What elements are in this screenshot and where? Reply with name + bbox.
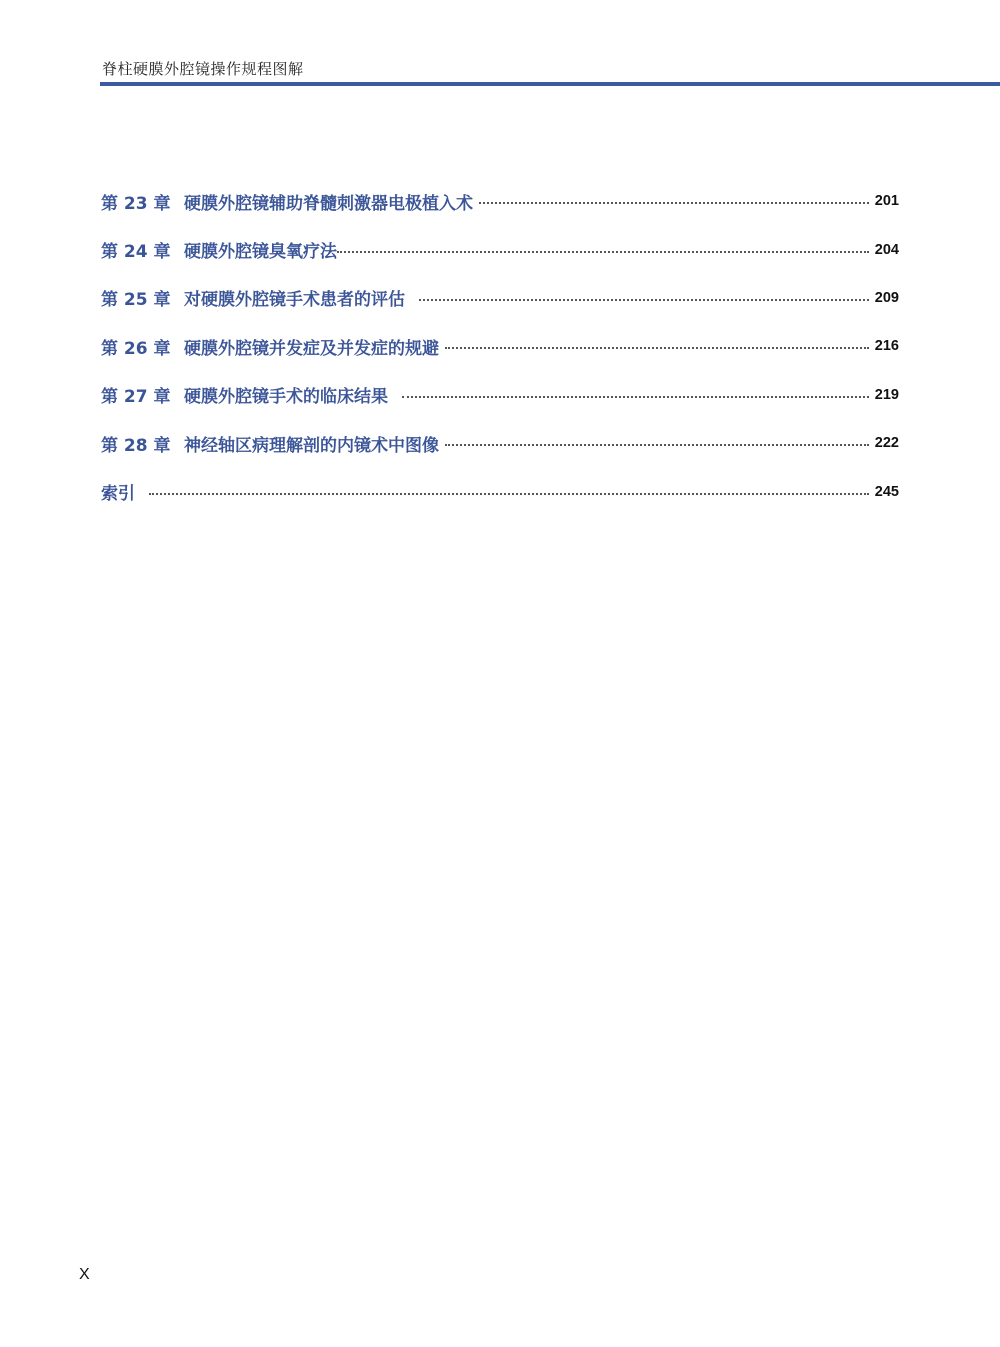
toc-entry-ch25[interactable] xyxy=(101,274,899,322)
toc-chapter-title: 硬膜外腔镜臭氧疗法 xyxy=(184,242,337,263)
toc-chapter-title: 对硬膜外腔镜手术患者的评估 xyxy=(184,290,405,311)
toc-entry-ch24[interactable] xyxy=(101,225,899,273)
toc-chapter-number: 第 26 章 xyxy=(101,338,171,359)
toc-chapter-number: 第 28 章 xyxy=(101,435,171,456)
toc-chapter-number: 第 25 章 xyxy=(101,290,171,311)
toc-dot-leader xyxy=(419,299,869,301)
toc-entry-ch23[interactable] xyxy=(101,177,899,225)
toc-page-number: 222 xyxy=(874,435,899,452)
toc-chapter-number: 第 23 章 xyxy=(101,193,171,214)
toc-page-number: 219 xyxy=(874,386,899,403)
toc-dot-leader xyxy=(402,396,869,398)
toc-chapter-title: 硬膜外腔镜手术的临床结果 xyxy=(184,387,388,408)
toc-index-title: 索引 xyxy=(101,484,135,505)
toc-chapter-title: 神经轴区病理解剖的内镜术中图像 xyxy=(184,435,439,456)
toc-chapter-title: 硬膜外腔镜辅助脊髓刺激器电极植入术 xyxy=(184,193,473,214)
toc-chapter-title: 硬膜外腔镜并发症及并发症的规避 xyxy=(184,338,439,359)
toc-dot-leader xyxy=(445,347,869,349)
toc-entry-index[interactable] xyxy=(101,467,899,515)
toc-entry-ch28[interactable] xyxy=(101,419,899,467)
toc-page-number: 245 xyxy=(874,483,899,500)
toc-dot-leader xyxy=(445,444,869,446)
toc-page-number: 216 xyxy=(874,338,899,355)
toc-dot-leader xyxy=(149,493,869,495)
toc-chapter-number: 第 27 章 xyxy=(101,387,171,408)
toc-dot-leader xyxy=(337,251,869,253)
toc-dot-leader xyxy=(479,202,869,204)
table-of-contents xyxy=(101,177,899,516)
page-folio: X xyxy=(79,1266,90,1283)
header-rule xyxy=(100,82,1000,86)
toc-entry-ch27[interactable] xyxy=(101,371,899,419)
toc-page-number: 204 xyxy=(874,241,899,258)
toc-chapter-number: 第 24 章 xyxy=(101,242,171,263)
toc-page-number: 201 xyxy=(874,193,899,210)
toc-page-number: 209 xyxy=(874,289,899,306)
running-header-title: 脊柱硬膜外腔镜操作规程图解 xyxy=(102,60,304,78)
toc-entry-ch26[interactable] xyxy=(101,322,899,370)
